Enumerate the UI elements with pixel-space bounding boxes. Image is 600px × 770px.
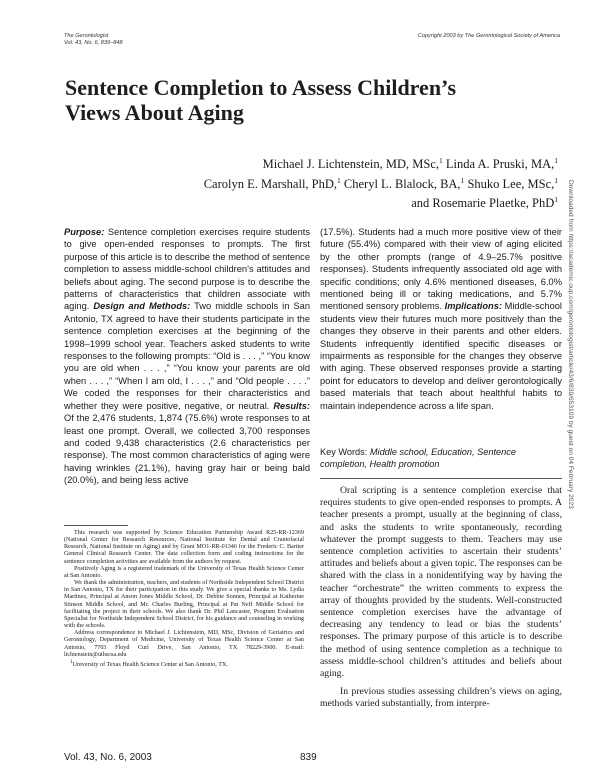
abstract-right-column bbox=[320, 226, 562, 412]
title-line: Sentence Completion to Assess Children’s bbox=[65, 75, 457, 100]
footer-volume: Vol. 43, No. 6, 2003 bbox=[64, 752, 152, 763]
footnote-divider bbox=[64, 525, 128, 526]
page-number: 839 bbox=[300, 752, 317, 763]
journal-name: The Gerontologist bbox=[64, 33, 109, 39]
affiliation-marker: 1 bbox=[337, 175, 341, 185]
results-label: Results: bbox=[273, 400, 310, 411]
footnote: This research was supported by Science Education Partnership Award R25-RR-12369 (National Center for Research Resources, National Institute for Dental and Craniofacial Research, National Institute on Aging) and by Grant MO1-RR-01346 for the Frederic C. Bartter General Clinical Research Center. The data collection form and coding instructions for the sentence completion activities are available from the authors by request. bbox=[64, 530, 304, 565]
affiliation-marker: 1 bbox=[554, 195, 558, 205]
download-watermark bbox=[565, 180, 577, 770]
section-divider bbox=[320, 478, 562, 479]
implications-label: Implications: bbox=[444, 301, 502, 312]
affiliation-marker: 1 bbox=[439, 156, 443, 165]
author-name: Shuko Lee, MSc, bbox=[467, 176, 555, 191]
design-text: Two middle schools in San Antonio, TX agreed to have their students participate in the sentence completion exercises at the beginning of the 1998–1999 school year. Teachers asked students to write responses to the following prompts: “Old is . . . ,” “You know you are old when . . . ,” “You know your parents are old when . . . ,” “When I am old, I . . . ,” and “Old people . . . .” We coded the responses for their characteristics and whether they were positive, negative, or neutral. bbox=[64, 301, 310, 411]
author-name: Carolyn E. Marshall, PhD, bbox=[203, 176, 338, 191]
results-text: Of the 2,476 students, 1,874 (75.6%) wrote responses to at least one prompt. Overall, we collected 3,700 responses and coded 9,438 characteristics (2.6 characteristics per response). The most common characteristics of aging were having wrinkles (21.1%), having gray hair or being bald (20.0%), and being less active bbox=[64, 413, 310, 486]
article-title bbox=[65, 75, 456, 125]
keywords-label: Key Words: bbox=[320, 447, 368, 457]
affiliation-marker: 1 bbox=[70, 658, 73, 665]
purpose-text: Sentence completion exercises require students to give open-ended responses to prompts. The first purpose of this article is to describe the method of sentence completion to assess middle-school children’s attitudes and beliefs about aging. The second purpose is to describe the patterns of characteristics that children associate with aging. bbox=[64, 227, 310, 312]
footnote: We thank the administration, teachers, and students of Northside Independent School District in San Antonio, TX for their participation in this study. We give a special thanks to Ms. Lydia Martinez, Principal at Anson Jones Middle School, Dr. Debbie Sonnen, Principal at Katherine Stinson Middle School, and Mr. Charles Burling, Principal at Pat Neff Middle School for facilitating the project in their schools. We also thank Dr. Phil Lancaster, Program Evaluation Specialist for Northside Independent School District, for his guidance and counseling in working with the schools. bbox=[64, 580, 304, 630]
affiliation-marker: 1 bbox=[460, 175, 465, 185]
keywords-text: Middle school, Education, Sentence completion, Health promotion bbox=[320, 447, 516, 470]
affiliation-marker: 1 bbox=[554, 156, 558, 165]
affiliation-marker: 1 bbox=[554, 175, 558, 185]
purpose-label: Purpose: bbox=[64, 227, 105, 237]
footnotes bbox=[64, 530, 304, 669]
footnote: Address correspondence to Michael J. Lichtenstein, MD, MSc, Division of Geriatrics and Gerontology, Department of Medicine, University of Texas Health Science Center at San Antonio, 7703 Floyd Curl Drive, San Antonio, TX 78229-3900. E-mail: lichtenstein@uthscsa.edu bbox=[64, 630, 304, 658]
author-name: Linda A. Pruski, MA, bbox=[445, 157, 555, 172]
implications-text: Middle-school students view their futures much more positively than the changes they observe in their parents and other elders. Students infrequently identified specific diseases or impairments as responsible for the changes they observe with aging. These observed responses provide a starting point for educators to develop and deliver gerontologically based materials that teach about healthful habits to maintain independence across a life span. bbox=[320, 301, 562, 411]
author-name: and Rosemarie Plaetke, PhD bbox=[411, 196, 555, 211]
volume-line: Vol. 43, No. 6, 839–848 bbox=[64, 40, 123, 46]
body-text bbox=[320, 485, 562, 711]
footnote: Positively Aging is a registered trademark of the University of Texas Health Science Center at San Antonio. bbox=[64, 565, 304, 579]
keywords bbox=[320, 446, 562, 471]
abstract-left-column bbox=[64, 226, 310, 487]
author-name: Cheryl L. Blalock, BA, bbox=[343, 176, 461, 191]
author-name: Michael J. Lichtenstein, MD, MSc, bbox=[262, 157, 440, 172]
body-paragraph: Oral scripting is a sentence completion exercise that requires students to give open-ended responses to prompts. A teacher presents a prompt, usually at the beginning of class, and asks the students to write spontaneously, recording whatever the prompt suggests to them. Teachers may use sentence completion activities to ascertain their students’ attitudes and beliefs about a given topic. The responses can be shared with the class in a nonidentifying way by having the teacher “orchestrate” the written comments to express the array of thoughts provided by the students. Well-constructed sentence completion exercises have the advantage of decreasing any tendency to lead or bias the students’ responses. The primary purpose of this article is to describe the method of using sentence completion as a technique to assess middle-school children’s attitudes and beliefs about aging. bbox=[320, 485, 562, 680]
copyright-notice: Copyright 2003 by The Gerontological Society of America bbox=[417, 33, 560, 39]
download-note: Downloaded from https://academic.oup.com/gerontologist/article/43/6/839/653109 by guest on 04 February 2023 bbox=[567, 180, 574, 509]
design-label: Design and Methods: bbox=[93, 301, 191, 312]
title-line: Views About Aging bbox=[65, 100, 244, 125]
journal-header bbox=[64, 33, 123, 47]
author-list bbox=[118, 153, 558, 212]
affiliation-text: University of Texas Health Science Center at San Antonio, TX. bbox=[72, 661, 228, 668]
results-continued: (17.5%). Students had a much more positive view of their future (55.4%) compared with their view of aging elicited by the other prompts (range of 4.9–25.7% positive responses). Students infrequently associated old age with specific conditions; only 4.6% mentioned diseases, 6.0% mentioned being ill or taking medications, and 5.7% mentioned sensory problems. bbox=[320, 227, 562, 312]
affiliation-footnote bbox=[64, 659, 304, 669]
body-paragraph: In previous studies assessing children’s views on aging, methods varied substantially, from interpre- bbox=[320, 686, 562, 710]
